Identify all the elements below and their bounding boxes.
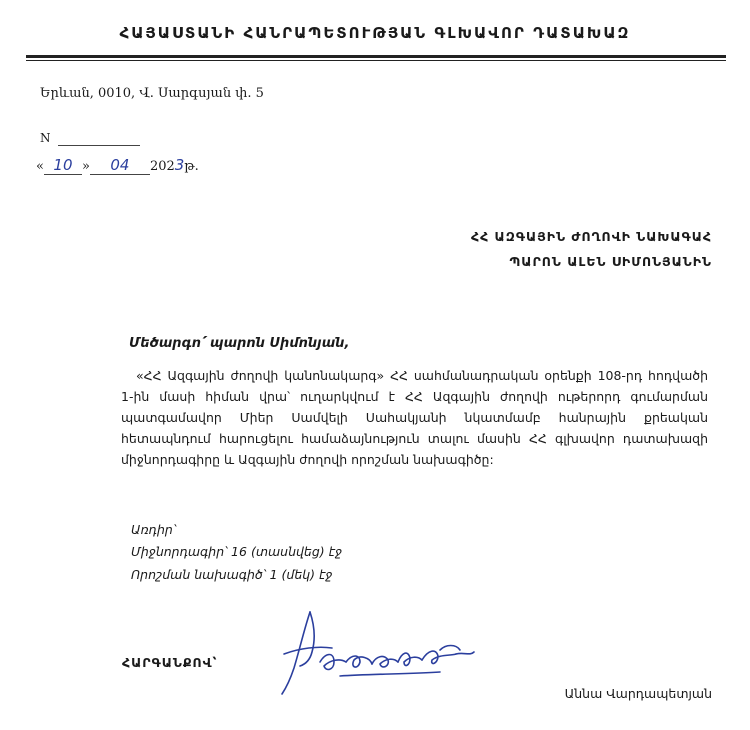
date-month: 04 xyxy=(90,156,150,175)
date-day: 10 xyxy=(44,156,82,175)
enclosure-label: Առդիր՝ xyxy=(131,522,176,537)
date-year-prefix: 202 xyxy=(149,159,175,174)
sender-address: Երևան, 0010, Վ. Սարգսյան փ. 5 xyxy=(40,86,264,101)
letter-body: «ՀՀ Ազգային ժողովի կանոնակարգ» ՀՀ սահմանադրական օրենքի 108-րդ հոդվածի 1-ին մասի հիման վրա՝ ուղարկվում է ՀՀ Ազգային ժողովի ութերորդ գումարման պատգամավոր Միեր Սամվելի Սահակյանի նկատմամբ հանրային քրեական հետապնդում հարուցելու համաձայնություն տալու մասին ՀՀ գլխավոր դատախազի միջնորդագիրը և Ազգային ժողովի որոշման նախագիծը: xyxy=(121,368,708,467)
signatory-name: Աննա Վարդապետյան xyxy=(564,686,712,701)
document-heading: ՀԱՅԱՍՏԱՆԻ ՀԱՆՐԱՊԵՏՈՒԹՅԱՆ ԳԼԽԱՎՈՐ ԴԱՏԱԽԱԶ xyxy=(119,24,631,42)
registry-number-blank xyxy=(58,145,140,146)
heading-rule-thin xyxy=(26,60,726,61)
recipient-title: ՀՀ ԱԶԳԱՅԻՆ ԺՈՂՈՎԻ ՆԱԽԱԳԱՀ xyxy=(470,229,712,244)
registry-number-label: N xyxy=(40,131,51,145)
date-year-handwritten: 3 xyxy=(174,156,185,174)
registry-date xyxy=(36,156,199,175)
date-close-quote: » xyxy=(81,159,90,174)
salutation: Մեծարգո՛ պարոն Սիմոնյան, xyxy=(129,336,350,351)
recipient-name: ՊԱՐՈՆ ԱԼԵՆ ՍԻՄՈՆՅԱՆԻՆ xyxy=(509,254,712,269)
date-open-quote: « xyxy=(36,159,44,174)
date-year-suffix: թ. xyxy=(184,159,199,174)
signature-label: ՀԱՐԳԱՆՔՈՎ՝ xyxy=(122,655,218,670)
enclosure-item: Միջնորդագիր՝ 16 (տասնվեց) էջ xyxy=(131,544,343,559)
heading-rule-thick xyxy=(26,55,726,58)
handwritten-signature xyxy=(270,604,490,699)
enclosure-item: Որոշման նախագիծ՝ 1 (մեկ) էջ xyxy=(131,567,333,582)
